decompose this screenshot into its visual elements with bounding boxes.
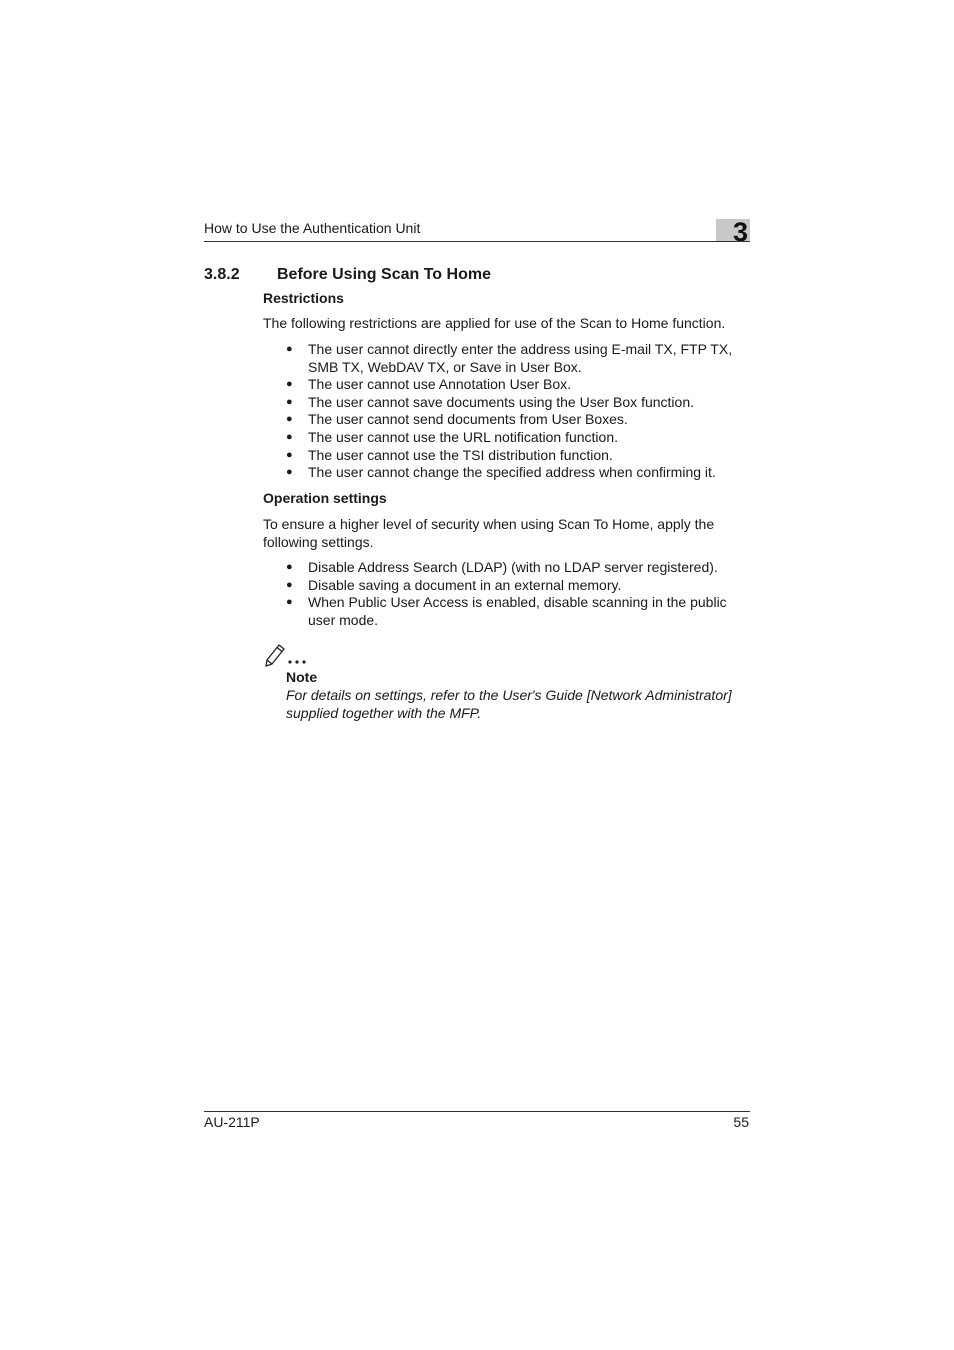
bullet-icon: ● [286, 413, 293, 426]
list-item [286, 577, 756, 595]
bullet-icon: ● [286, 430, 293, 443]
list-item [286, 464, 756, 482]
bullet-icon: ● [286, 596, 293, 609]
bullet-icon: ● [286, 378, 293, 391]
list-item-text: The user cannot use Annotation User Box. [308, 376, 572, 393]
running-header-title: How to Use the Authentication Unit [204, 220, 421, 236]
note-text: For details on settings, refer to the User's Guide [Network Administrator] supplied together with the MFP. [286, 687, 732, 721]
chapter-number-tab [716, 217, 750, 247]
chapter-number: 3 [732, 217, 748, 247]
list-item [286, 559, 756, 577]
operation-settings-heading: Operation settings [263, 490, 387, 506]
list-item-text: The user cannot save documents using the User Box function. [308, 393, 694, 410]
operation-settings-intro: To ensure a higher level of security when using Scan To Home, apply the following settings. [263, 516, 715, 550]
list-item-text: Disable Address Search (LDAP) (with no LDAP server registered). [308, 559, 718, 575]
bullet-icon: ● [286, 466, 293, 479]
pencil-note-icon [263, 640, 313, 668]
list-item [286, 411, 756, 429]
restrictions-heading: Restrictions [263, 290, 344, 306]
list-item-text: The user cannot directly enter the address using E-mail TX, FTP TX, SMB TX, WebDAV TX, or Save in User Box. [308, 341, 733, 375]
list-item [286, 594, 756, 629]
operation-settings-list [286, 559, 756, 629]
list-item-text: The user cannot change the specified address when confirming it. [308, 464, 716, 481]
footer-divider [204, 1111, 750, 1112]
list-item [286, 429, 756, 447]
note-heading: Note [286, 669, 318, 685]
restrictions-intro: The following restrictions are applied for use of the Scan to Home function. [263, 315, 726, 331]
section-number: 3.8.2 [204, 266, 240, 283]
footer-model: AU-211P [204, 1114, 260, 1130]
restrictions-list [286, 341, 756, 482]
bullet-icon: ● [286, 343, 293, 355]
list-item-text: The user cannot use the TSI distribution function. [308, 446, 613, 463]
list-item-text: When Public User Access is enabled, disable scanning in the public user mode. [308, 594, 727, 628]
list-item [286, 447, 756, 465]
list-item [286, 376, 756, 394]
header-divider [204, 241, 750, 242]
section-title: Before Using Scan To Home [277, 266, 491, 283]
list-item-text: The user cannot use the URL notification function. [308, 428, 618, 445]
bullet-icon: ● [286, 395, 293, 408]
bullet-icon: ● [286, 448, 293, 461]
list-item-text: The user cannot send documents from User Boxes. [308, 411, 628, 428]
list-item [286, 341, 756, 376]
page-number: 55 [733, 1114, 749, 1130]
list-item [286, 394, 756, 412]
list-item-text: Disable saving a document in an external memory. [308, 576, 622, 593]
bullet-icon: ● [286, 578, 293, 591]
bullet-icon: ● [286, 561, 293, 573]
